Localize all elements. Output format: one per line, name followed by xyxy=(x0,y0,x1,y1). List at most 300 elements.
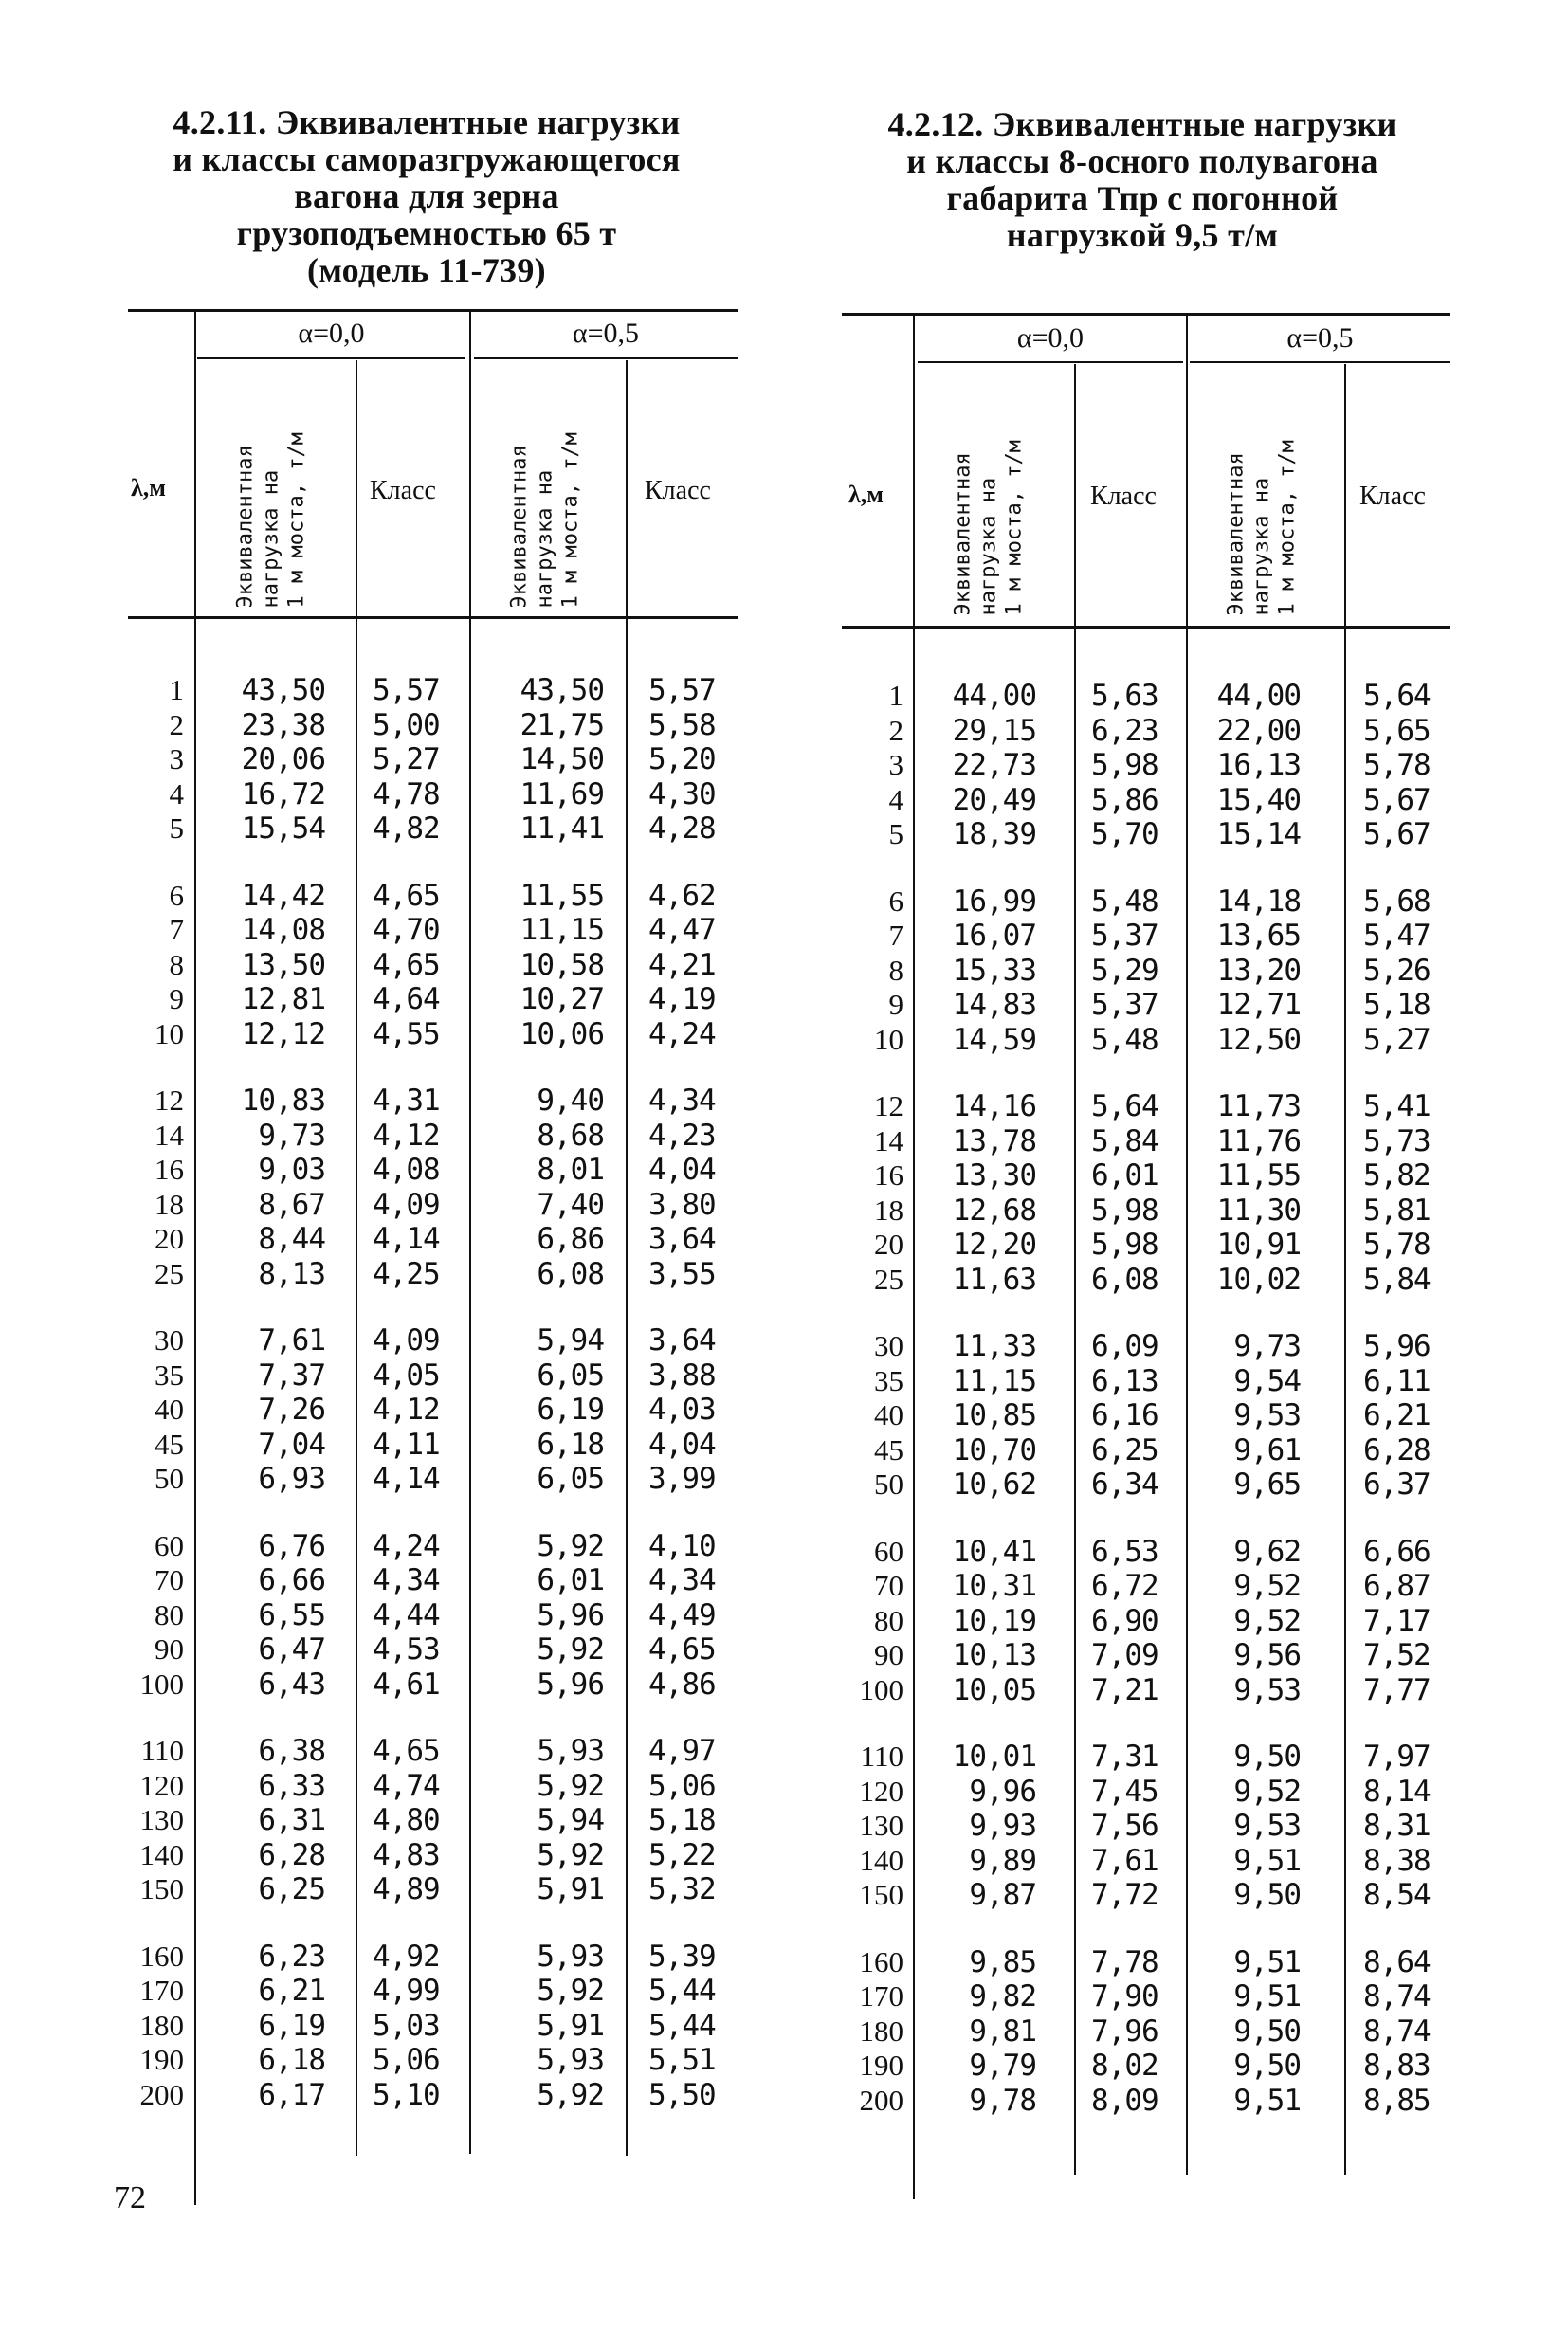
table-cell: 4,34 xyxy=(648,1084,716,1118)
table-cell: 8,67 xyxy=(258,1187,325,1222)
row-group xyxy=(839,884,903,1058)
table-cell: 5,22 xyxy=(648,1837,716,1872)
table-cell: 5,91 xyxy=(537,1872,604,1906)
table-cell: 4,44 xyxy=(373,1597,440,1632)
table-cell: 5,29 xyxy=(1091,953,1158,988)
table-cell: 60 xyxy=(155,1528,184,1562)
table-cell: 4,19 xyxy=(648,982,716,1016)
table-cell: 9,73 xyxy=(1233,1329,1301,1363)
table-cell: 4,49 xyxy=(648,1597,716,1632)
table-cell: 13,50 xyxy=(241,947,325,982)
table-cell: 4,92 xyxy=(373,1939,440,1974)
table-cell: 12,20 xyxy=(952,1228,1036,1262)
table-cell: 10,27 xyxy=(520,982,604,1016)
row-group xyxy=(934,1740,1036,1913)
row-group xyxy=(1202,1945,1301,2119)
table-cell: 9,82 xyxy=(969,1979,1036,2014)
row-group xyxy=(839,679,903,852)
table-cell: 9,50 xyxy=(1233,2049,1301,2083)
table-cell: 16 xyxy=(155,1153,184,1186)
table-cell: 14,59 xyxy=(952,1022,1036,1057)
table-cell: 9,89 xyxy=(969,1843,1036,1878)
table-cell: 45 xyxy=(874,1432,903,1467)
table-cell: 9,78 xyxy=(969,2083,1036,2118)
table-cell: 10 xyxy=(874,1022,903,1056)
table-cell: 8,38 xyxy=(1363,1843,1431,1878)
table-cell: 6,23 xyxy=(1091,713,1158,748)
row-group xyxy=(1091,1329,1176,1503)
table-cell: 5,27 xyxy=(1363,1022,1431,1057)
table-cell: 4,97 xyxy=(648,1734,716,1768)
table-cell: 18 xyxy=(155,1187,184,1221)
table-cell: 5,84 xyxy=(1363,1262,1431,1297)
table-cell: 4,31 xyxy=(373,1084,440,1118)
table-cell: 70 xyxy=(155,1563,184,1596)
column-divider xyxy=(1186,313,1188,2175)
table-cell: 9,87 xyxy=(969,1878,1036,1912)
table-cell: 7,17 xyxy=(1363,1603,1431,1638)
table-cell: 6,09 xyxy=(1091,1329,1158,1363)
table-cell: 4,53 xyxy=(373,1632,440,1667)
table-cell: 7 xyxy=(169,913,184,946)
header-line: Эквивалентная xyxy=(233,445,258,609)
table-cell: 10,13 xyxy=(952,1638,1036,1672)
table-cell: 5,18 xyxy=(1363,988,1431,1022)
table-cell: 5,64 xyxy=(1363,679,1431,713)
row-group xyxy=(839,1740,903,1913)
table-cell: 160 xyxy=(859,1944,903,1978)
table-cell: 4,99 xyxy=(373,1974,440,2008)
table-cell: 22,73 xyxy=(952,748,1036,782)
table-cell: 9,51 xyxy=(1233,1843,1301,1878)
table-cell: 5,37 xyxy=(1091,988,1158,1022)
table-cell: 6,53 xyxy=(1091,1534,1158,1569)
class-header: Класс xyxy=(1090,482,1157,511)
table-cell: 4,09 xyxy=(373,1187,440,1222)
title-line: габарита Тпр с погонной xyxy=(946,179,1339,217)
table-cell: 4,12 xyxy=(373,1118,440,1153)
table-cell: 6,34 xyxy=(1091,1467,1158,1502)
table-cell: 20 xyxy=(874,1228,903,1261)
table-cell: 7,77 xyxy=(1363,1672,1431,1707)
table-cell: 6,87 xyxy=(1363,1569,1431,1603)
table-cell: 40 xyxy=(155,1393,184,1426)
table-cell: 35 xyxy=(155,1358,184,1392)
table-cell: 5 xyxy=(169,811,184,845)
table-cell: 160 xyxy=(139,1939,184,1973)
row-group xyxy=(934,1535,1036,1708)
table-cell: 40 xyxy=(874,1398,903,1431)
table-cell: 5,67 xyxy=(1363,782,1431,817)
table-cell: 4,24 xyxy=(373,1528,440,1563)
table-cell: 5,92 xyxy=(537,1528,604,1563)
table-cell: 4,86 xyxy=(648,1667,716,1702)
table-cell: 14,18 xyxy=(1216,884,1301,919)
table-cell: 150 xyxy=(859,1878,903,1911)
table-cell: 5,44 xyxy=(648,2008,716,2043)
table-cell: 8,74 xyxy=(1363,1979,1431,2014)
table-cell: 5,27 xyxy=(373,742,440,776)
table-cell: 9,56 xyxy=(1233,1638,1301,1672)
header-line: 1 м моста, т/м xyxy=(1275,440,1300,616)
table-cell: 7,40 xyxy=(537,1187,604,1222)
title-line: 4.2.11. Эквивалентные нагрузки xyxy=(173,103,681,141)
table-cell: 6,19 xyxy=(537,1393,604,1427)
table-cell: 10,02 xyxy=(1216,1262,1301,1297)
table-cell: 5,20 xyxy=(648,742,716,776)
table-cell: 13,20 xyxy=(1216,953,1301,988)
table-cell: 5,48 xyxy=(1091,884,1158,919)
row-group xyxy=(1091,1945,1176,2119)
table-cell: 1 xyxy=(888,679,903,712)
table-cell: 6,01 xyxy=(537,1563,604,1597)
table-cell: 5,78 xyxy=(1363,1228,1431,1262)
table-cell: 9,53 xyxy=(1233,1809,1301,1843)
table-cell: 6,05 xyxy=(537,1462,604,1496)
table-cell: 70 xyxy=(874,1569,903,1602)
table-cell: 8 xyxy=(888,953,903,987)
title-line: нагрузкой 9,5 т/м xyxy=(1006,216,1279,254)
table-cell: 12 xyxy=(155,1084,184,1117)
table-cell: 16,72 xyxy=(241,776,325,811)
table-cell: 6,21 xyxy=(1363,1398,1431,1432)
table-cell: 4,14 xyxy=(373,1222,440,1256)
equiv-load-header xyxy=(951,379,1031,616)
table-cell: 6,66 xyxy=(258,1563,325,1597)
table-cell: 7,72 xyxy=(1091,1878,1158,1912)
table-cell: 7,61 xyxy=(1091,1843,1158,1878)
table-cell: 9,85 xyxy=(969,1944,1036,1979)
table-cell: 5,96 xyxy=(537,1597,604,1632)
alpha-half-label: α=0,5 xyxy=(1286,322,1354,354)
row-group xyxy=(839,1089,903,1297)
header-line: нагрузка на xyxy=(1249,477,1274,616)
table-cell: 6,21 xyxy=(258,1974,325,2008)
table-cell: 7,04 xyxy=(258,1427,325,1462)
table-cell: 9,93 xyxy=(969,1809,1036,1843)
table-cell: 4,62 xyxy=(648,878,716,913)
alpha-zero-label: α=0,0 xyxy=(298,318,365,349)
table-cell: 43,50 xyxy=(520,673,604,707)
table-cell: 9 xyxy=(888,988,903,1021)
table-cell: 5,44 xyxy=(648,1974,716,2008)
table-cell: 3,88 xyxy=(648,1358,716,1393)
table-cell: 4,61 xyxy=(373,1667,440,1702)
table-cell: 6,25 xyxy=(1091,1432,1158,1467)
table-cell: 25 xyxy=(155,1256,184,1290)
table-cell: 4,65 xyxy=(373,1734,440,1768)
table-cell: 11,76 xyxy=(1216,1123,1301,1158)
table-cell: 4,09 xyxy=(373,1323,440,1358)
table-cell: 9,03 xyxy=(258,1153,325,1187)
table-cell: 9,53 xyxy=(1233,1672,1301,1707)
table-cell: 12,50 xyxy=(1216,1022,1301,1057)
table-cell: 22,00 xyxy=(1216,713,1301,748)
table-cell: 200 xyxy=(859,2083,903,2117)
table-cell: 5,50 xyxy=(648,2077,716,2112)
table-cell: 5,96 xyxy=(537,1667,604,1702)
table-cell: 5,18 xyxy=(648,1803,716,1837)
row-group xyxy=(1202,884,1301,1058)
header-line: 1 м моста, т/м xyxy=(558,432,583,609)
table-cell: 8,74 xyxy=(1363,2014,1431,2049)
table-cell: 23,38 xyxy=(241,707,325,742)
equiv-load-alpha05-column xyxy=(1202,679,1301,2150)
row-group xyxy=(1363,679,1449,852)
table-top-rule xyxy=(842,313,1450,316)
table-cell: 7,26 xyxy=(258,1393,325,1427)
title-line: (модель 11-739) xyxy=(307,251,546,289)
table-cell: 7,78 xyxy=(1091,1944,1158,1979)
table-cell: 8,85 xyxy=(1363,2083,1431,2118)
table-cell: 16,99 xyxy=(952,884,1036,919)
table-cell: 5,92 xyxy=(537,1974,604,2008)
table-cell: 10,19 xyxy=(952,1603,1036,1638)
lambda-header: λ,м xyxy=(848,481,884,508)
row-group xyxy=(1363,1089,1449,1297)
table-cell: 4,24 xyxy=(648,1016,716,1051)
class-header: Класс xyxy=(370,476,436,505)
table-cell: 90 xyxy=(874,1638,903,1671)
table-cell: 10,41 xyxy=(952,1534,1036,1569)
table-cell: 9,50 xyxy=(1233,2014,1301,2049)
table-cell: 190 xyxy=(139,2043,184,2076)
table-cell: 140 xyxy=(859,1843,903,1877)
table-cell: 3,99 xyxy=(648,1462,716,1496)
table-cell: 3 xyxy=(888,748,903,781)
table-cell: 11,69 xyxy=(520,776,604,811)
table-cell: 6,23 xyxy=(258,1939,325,1974)
table-cell: 6,37 xyxy=(1363,1467,1431,1502)
table-cell: 30 xyxy=(874,1329,903,1362)
table-cell: 11,55 xyxy=(520,878,604,913)
table-cell: 90 xyxy=(155,1632,184,1666)
table-cell: 7,37 xyxy=(258,1358,325,1393)
table-cell: 2 xyxy=(169,707,184,741)
table-cell: 5,00 xyxy=(373,707,440,742)
table-cell: 6,72 xyxy=(1091,1569,1158,1603)
table-cell: 14 xyxy=(874,1123,903,1157)
table-cell: 5,94 xyxy=(537,1323,604,1358)
table-cell: 4,65 xyxy=(373,947,440,982)
table-cell: 6,90 xyxy=(1091,1603,1158,1638)
row-group xyxy=(1363,884,1449,1058)
table-cell: 45 xyxy=(155,1427,184,1461)
table-cell: 4,82 xyxy=(373,811,440,846)
lambda-header: λ,м xyxy=(131,474,166,501)
table-cell: 5,67 xyxy=(1363,817,1431,851)
table-cell: 170 xyxy=(139,1974,184,2007)
row-group xyxy=(1202,679,1301,852)
table-cell: 10,91 xyxy=(1216,1228,1301,1262)
table-cell: 8,02 xyxy=(1091,2049,1158,2083)
table-cell: 5,57 xyxy=(648,673,716,707)
table-cell: 9,52 xyxy=(1233,1603,1301,1638)
row-group xyxy=(1091,1089,1176,1297)
table-cell: 130 xyxy=(859,1809,903,1842)
table-cell: 60 xyxy=(874,1534,903,1568)
table-cell: 5,32 xyxy=(648,1872,716,1906)
table-cell: 1 xyxy=(169,673,184,706)
table-cell: 4,08 xyxy=(373,1153,440,1187)
table-cell: 100 xyxy=(139,1667,184,1701)
row-group xyxy=(1091,679,1176,852)
table-cell: 8,14 xyxy=(1363,1774,1431,1809)
table-cell: 6,13 xyxy=(1091,1363,1158,1398)
row-group xyxy=(934,884,1036,1058)
table-cell: 9 xyxy=(169,982,184,1015)
header-bottom-rule xyxy=(842,626,1450,629)
table-cell: 4,55 xyxy=(373,1016,440,1051)
table-cell: 3,55 xyxy=(648,1256,716,1291)
table-cell: 29,15 xyxy=(952,713,1036,748)
table-cell: 120 xyxy=(139,1768,184,1802)
table-cell: 9,61 xyxy=(1233,1432,1301,1467)
header-line: нагрузка на xyxy=(259,469,283,609)
table-cell: 10,70 xyxy=(952,1432,1036,1467)
title-line: грузоподъемностью 65 т xyxy=(236,214,617,252)
table-cell: 7 xyxy=(888,919,903,952)
row-group xyxy=(839,1945,903,2119)
table-cell: 9,65 xyxy=(1233,1467,1301,1502)
table-cell: 18,39 xyxy=(952,817,1036,851)
table-cell: 7,31 xyxy=(1091,1740,1158,1774)
table-cell: 4,03 xyxy=(648,1393,716,1427)
row-group xyxy=(839,1329,903,1503)
table-cell: 5,63 xyxy=(1091,679,1158,713)
table-cell: 11,73 xyxy=(1216,1089,1301,1123)
table-cell: 5,93 xyxy=(537,2043,604,2077)
table-cell: 150 xyxy=(139,1872,184,1905)
table-cell: 4,47 xyxy=(648,913,716,947)
table-cell: 9,73 xyxy=(258,1118,325,1153)
table-cell: 50 xyxy=(874,1467,903,1501)
table-cell: 15,54 xyxy=(241,811,325,846)
table-cell: 3 xyxy=(169,742,184,775)
table-cell: 11,55 xyxy=(1216,1158,1301,1193)
table-cell: 5,92 xyxy=(537,1632,604,1667)
table-cell: 7,21 xyxy=(1091,1672,1158,1707)
table-cell: 6,16 xyxy=(1091,1398,1158,1432)
title-line: 4.2.12. Эквивалентные нагрузки xyxy=(887,105,1397,143)
table-cell: 6,01 xyxy=(1091,1158,1158,1193)
table-cell: 12,71 xyxy=(1216,988,1301,1022)
table-cell: 5,92 xyxy=(537,2077,604,2112)
table-cell: 5,64 xyxy=(1091,1089,1158,1123)
table-cell: 13,30 xyxy=(952,1158,1036,1193)
table-cell: 8,13 xyxy=(258,1256,325,1291)
table-cell: 11,30 xyxy=(1216,1193,1301,1228)
table-cell: 4,04 xyxy=(648,1153,716,1187)
table-cell: 9,52 xyxy=(1233,1569,1301,1603)
table-cell: 4,30 xyxy=(648,776,716,811)
table-cell: 6,86 xyxy=(537,1222,604,1256)
table-cell: 5,70 xyxy=(1091,817,1158,851)
row-group xyxy=(934,1945,1036,2119)
column-divider xyxy=(1074,364,1076,2175)
table-cell: 4,34 xyxy=(648,1563,716,1597)
table-cell: 5,41 xyxy=(1363,1089,1431,1123)
table-cell: 16,07 xyxy=(952,919,1036,953)
table-cell: 9,40 xyxy=(537,1084,604,1118)
table-cell: 5 xyxy=(888,817,903,850)
table-cell: 2 xyxy=(888,713,903,747)
table-cell: 5,92 xyxy=(537,1837,604,1872)
header-line: нагрузка на xyxy=(976,477,1001,616)
table-cell: 11,15 xyxy=(520,913,604,947)
table-cell: 5,06 xyxy=(373,2043,440,2077)
table-cell: 8,44 xyxy=(258,1222,325,1256)
table-cell: 5,78 xyxy=(1363,748,1431,782)
table-cell: 13,65 xyxy=(1216,919,1301,953)
row-group xyxy=(934,1089,1036,1297)
table-cell: 5,73 xyxy=(1363,1123,1431,1158)
table-cell: 10,58 xyxy=(520,947,604,982)
header-line: нагрузка на xyxy=(533,469,557,609)
table-cell: 6,18 xyxy=(258,2043,325,2077)
table-cell: 10,31 xyxy=(952,1569,1036,1603)
table-cell: 8,01 xyxy=(537,1153,604,1187)
table-cell: 11,15 xyxy=(952,1363,1036,1398)
table-cell: 5,96 xyxy=(1363,1329,1431,1363)
header-line: Эквивалентная xyxy=(507,445,532,609)
table-cell: 11,33 xyxy=(952,1329,1036,1363)
table-cell: 6,25 xyxy=(258,1872,325,1906)
column-divider xyxy=(1344,364,1346,2175)
table-cell: 200 xyxy=(139,2077,184,2111)
page-number: 72 xyxy=(114,2180,146,2215)
table-cell: 7,09 xyxy=(1091,1638,1158,1672)
table-cell: 5,93 xyxy=(537,1734,604,1768)
table-cell: 8,31 xyxy=(1363,1809,1431,1843)
table-cell: 6,55 xyxy=(258,1597,325,1632)
table-cell: 5,84 xyxy=(1091,1123,1158,1158)
table-cell: 4,21 xyxy=(648,947,716,982)
table-cell: 110 xyxy=(860,1740,903,1773)
table-cell: 6,33 xyxy=(258,1768,325,1803)
title-line: и классы 8-осного полувагона xyxy=(906,142,1378,180)
table-cell: 6,19 xyxy=(258,2008,325,2043)
table-cell: 80 xyxy=(155,1597,184,1631)
table-cell: 44,00 xyxy=(952,679,1036,713)
table-cell: 6,76 xyxy=(258,1528,325,1563)
table-cell: 12 xyxy=(874,1089,903,1122)
table-cell: 6,38 xyxy=(258,1734,325,1768)
table-cell: 25 xyxy=(874,1262,903,1296)
row-group xyxy=(839,1535,903,1708)
table-cell: 5,06 xyxy=(648,1768,716,1803)
table-cell: 35 xyxy=(874,1363,903,1397)
alpha-half-label: α=0,5 xyxy=(572,318,640,349)
row-group xyxy=(1091,1535,1176,1708)
table-cell: 5,47 xyxy=(1363,919,1431,953)
table-cell: 9,96 xyxy=(969,1774,1036,1809)
table-cell: 5,82 xyxy=(1363,1158,1431,1193)
table-cell: 30 xyxy=(155,1323,184,1357)
table-cell: 140 xyxy=(139,1837,184,1871)
table-cell: 10,01 xyxy=(952,1740,1036,1774)
table-cell: 9,79 xyxy=(969,2049,1036,2083)
table-cell: 8,64 xyxy=(1363,1944,1431,1979)
row-group xyxy=(934,1329,1036,1503)
table-cell: 7,61 xyxy=(258,1323,325,1358)
table-cell: 4,12 xyxy=(373,1393,440,1427)
header-line: 1 м моста, т/м xyxy=(284,432,309,609)
table-cell: 6,31 xyxy=(258,1803,325,1837)
table-cell: 180 xyxy=(139,2008,184,2042)
table-cell: 5,65 xyxy=(1363,713,1431,748)
table-cell: 15,33 xyxy=(952,953,1036,988)
